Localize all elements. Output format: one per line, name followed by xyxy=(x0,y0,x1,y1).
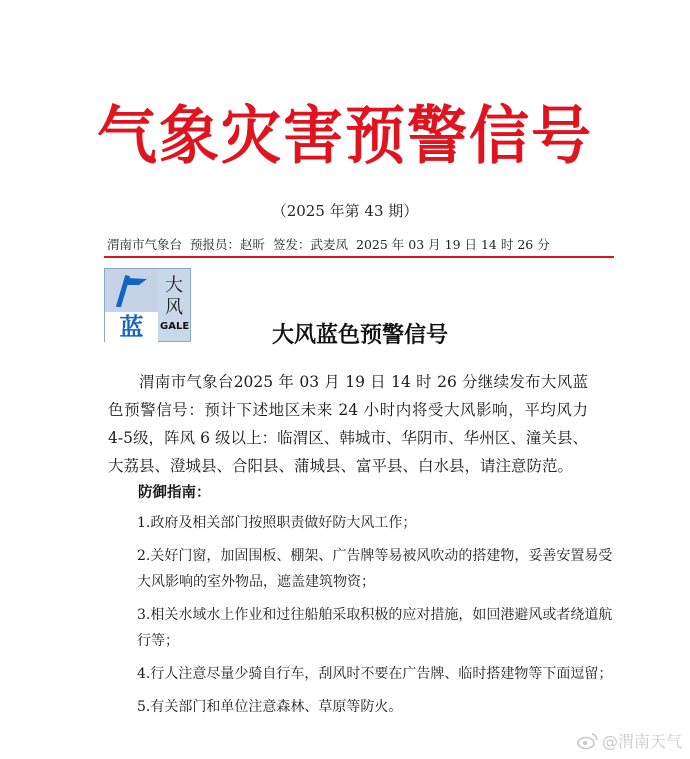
guide-heading: 防御指南： xyxy=(138,484,211,501)
issue-meta xyxy=(107,235,554,253)
badge-char-wind: 风 xyxy=(165,297,183,318)
guide-list xyxy=(137,510,615,727)
guide-item: 2.关好门窗，加固围板、棚架、广告牌等易被风吹动的搭建物，妥善安置易受大风影响的室外物品，遮盖建筑物资； xyxy=(137,548,613,590)
masthead-title: 气象灾害预警信号 xyxy=(97,99,593,173)
guide-item: 5.有关部门和单位注意森林、草原等防火。 xyxy=(137,699,403,715)
warning-body: 渭南市气象台2025 年 03 月 19 日 14 时 26 分继续发布大风蓝色预警信号：预计下述地区未来 24 小时内将受大风影响，平均风力 4-5级，阵风 6 级以上：临渭区、韩城市、华阴市、华州区、潼关县、大荔县、澄城县、合阳县、蒲城县、富平县、白水县，请注意防范。 xyxy=(108,373,588,475)
guide-item: 4.行人注意尽量少骑自行车，刮风时不要在广告牌、临时搭建物等下面逗留； xyxy=(137,666,613,682)
guide-item: 3.相关水域水上作业和过往船舶采取积极的应对措施，如回港避风或者绕道航行等； xyxy=(137,607,613,649)
watermark-text: @渭南天气 xyxy=(601,732,682,751)
forecaster: 预报员：赵昕 xyxy=(190,237,266,252)
issuer: 签发：武麦凤 xyxy=(273,237,349,252)
wind-flag-icon xyxy=(105,269,158,312)
issue-number: （2025 年第 43 期） xyxy=(271,202,419,220)
badge-color-char: 蓝 xyxy=(105,312,158,342)
weibo-logo-icon xyxy=(577,732,599,754)
weibo-watermark xyxy=(577,729,682,754)
warning-title: 大风蓝色预警信号 xyxy=(271,323,448,348)
issue-datetime: 2025 年 03 月 19 日 14 时 26 分 xyxy=(356,237,550,252)
station-name: 渭南市气象台 xyxy=(107,237,183,252)
badge-english: GALE xyxy=(160,321,190,332)
guide-item: 1.政府及相关部门按照职责做好防大风工作； xyxy=(137,515,417,531)
badge-char-big: 大 xyxy=(165,275,183,296)
red-divider xyxy=(104,256,614,258)
